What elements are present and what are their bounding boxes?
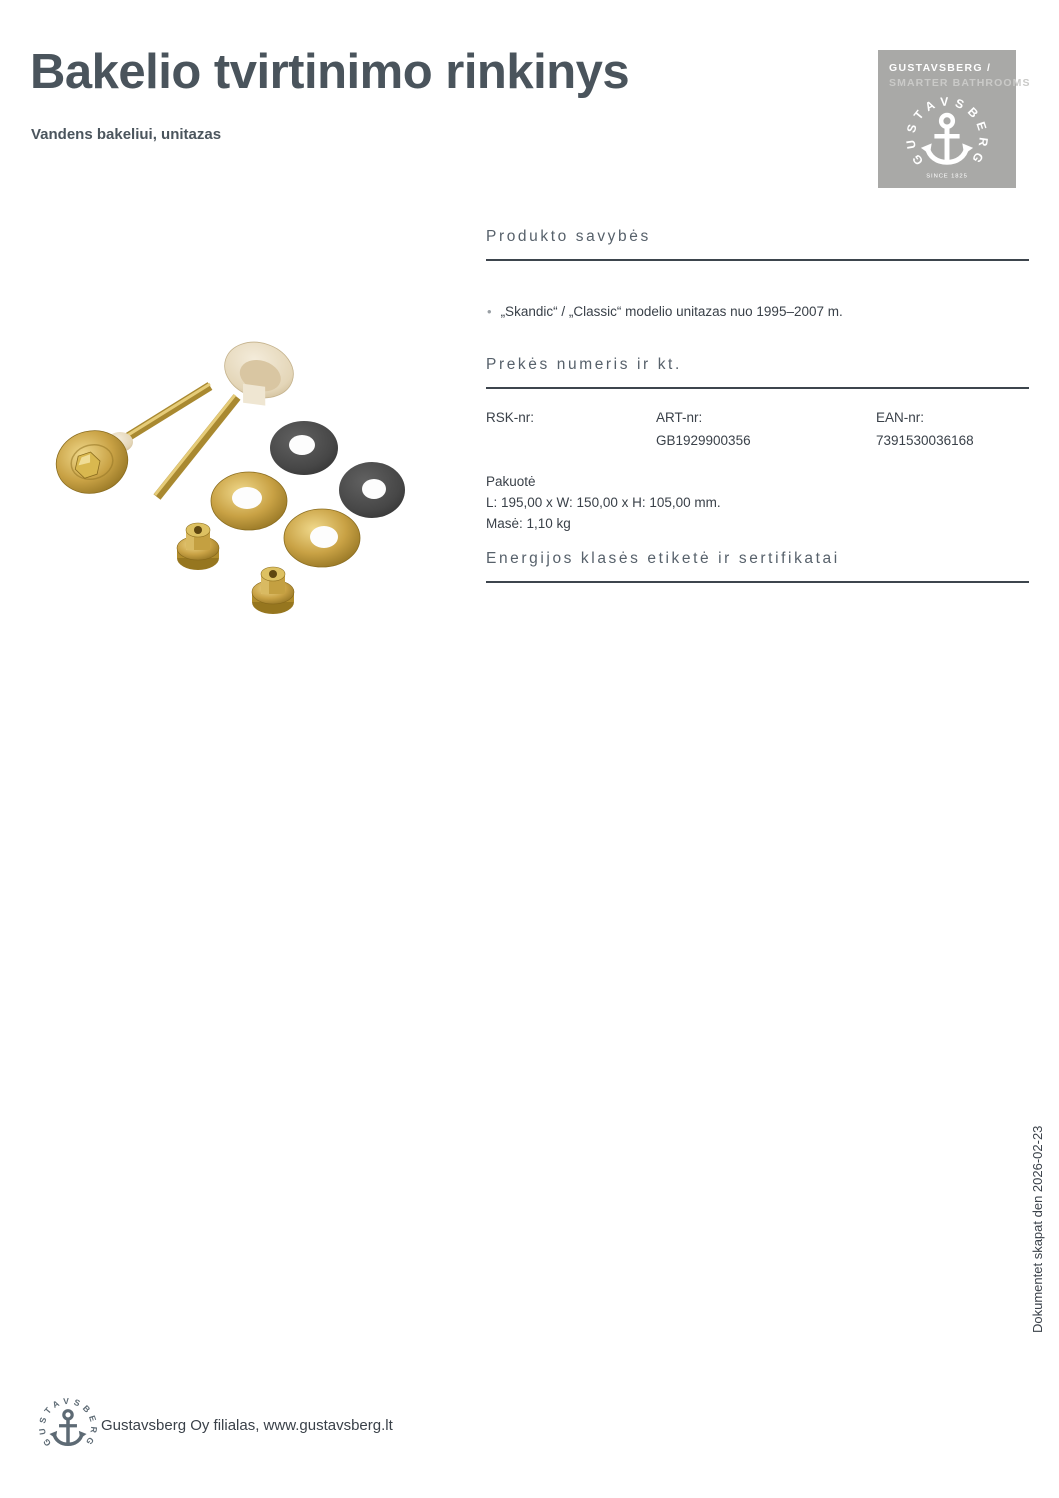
section-heading-features: Produkto savybės	[486, 228, 1029, 261]
emblem-ring-text: GUSTAVSBERG	[903, 94, 991, 168]
package-dimensions: L: 195,00 x W: 150,00 x H: 105,00 mm.	[486, 495, 721, 510]
list-item	[487, 303, 1027, 321]
product-photo	[30, 300, 450, 630]
product-numbers-row	[486, 410, 1029, 448]
section-heading-numbers: Prekės numeris ir kt.	[486, 356, 1029, 389]
document-date-note: Dokumentet skapat den 2026-02-23	[1030, 1125, 1045, 1333]
emblem-since-text: SINCE 1825	[926, 173, 968, 180]
art-label: ART-nr:	[656, 410, 703, 425]
ean-column	[876, 410, 1029, 448]
rsk-label: RSK-nr:	[486, 410, 535, 425]
package-title: Pakuotė	[486, 474, 536, 489]
ean-value: 7391530036168	[876, 433, 974, 448]
brand-tagline: SMARTER BATHROOMS	[889, 77, 1031, 89]
page-title: Bakelio tvirtinimo rinkinys	[30, 45, 630, 99]
package-info	[486, 471, 1029, 534]
footer-emblem-ring-text: GUSTAVSBERG	[36, 1395, 100, 1449]
footer-anchor-emblem-icon	[36, 1394, 100, 1460]
brand-logo-box	[878, 50, 1031, 188]
anchor-emblem-icon	[902, 92, 992, 184]
footer-company-text: Gustavsberg Oy filialas, www.gustavsberg.lt	[101, 1417, 393, 1434]
package-mass: Masė: 1,10 kg	[486, 516, 571, 531]
art-column	[656, 410, 876, 448]
page-subtitle: Vandens bakeliui, unitazas	[31, 126, 222, 143]
art-value: GB1929900356	[656, 433, 751, 448]
rsk-column	[486, 410, 656, 448]
section-heading-energy: Energijos klasės etiketė ir sertifikatai	[486, 550, 1029, 583]
bullet-icon: •	[487, 304, 492, 319]
ean-label: EAN-nr:	[876, 410, 925, 425]
feature-text: „Skandic“ / „Classic“ modelio unitazas nuo 1995–2007 m.	[500, 304, 843, 319]
brand-wordmark: GUSTAVSBERG /	[889, 62, 992, 74]
